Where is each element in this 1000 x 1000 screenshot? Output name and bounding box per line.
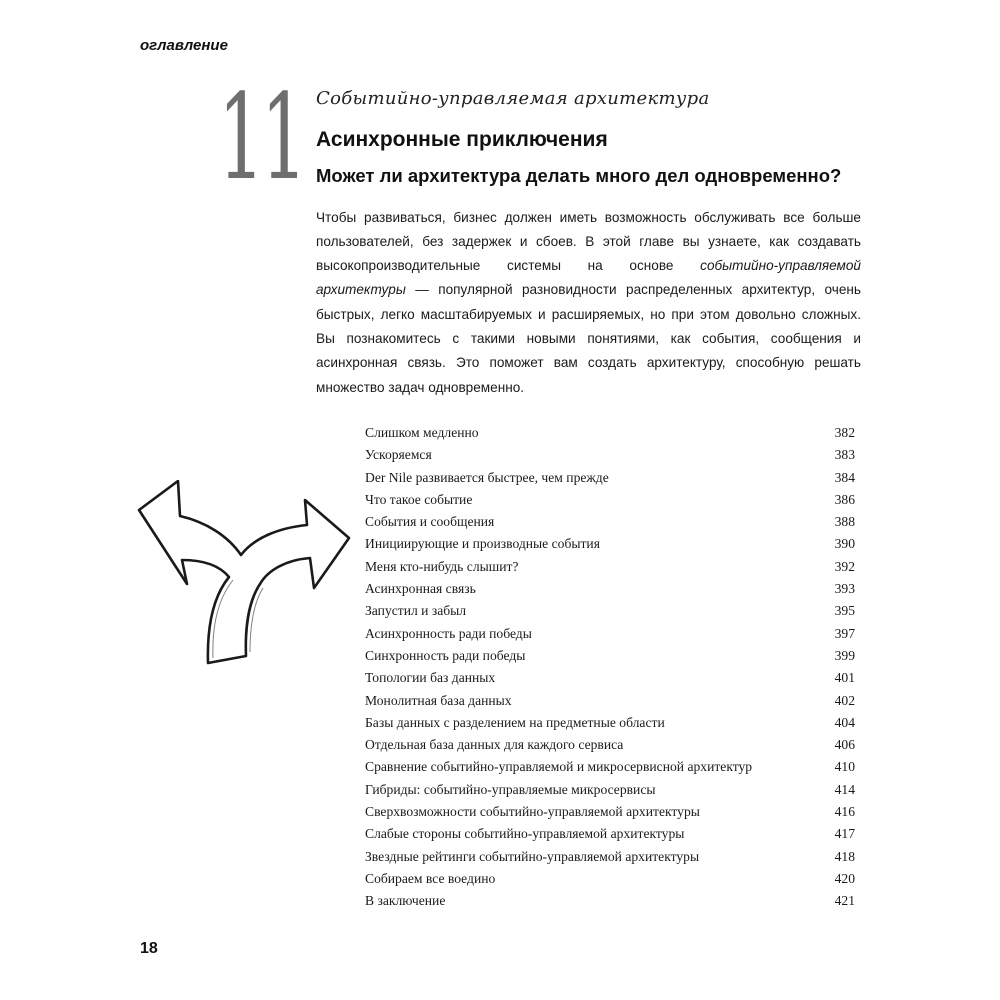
toc-entry[interactable] bbox=[365, 579, 855, 601]
toc-entry-page: 392 bbox=[834, 558, 855, 574]
toc-entry-title: Слабые стороны событийно-управляемой архитектуры bbox=[365, 826, 685, 842]
toc-entry-page: 416 bbox=[834, 804, 855, 820]
toc-entry[interactable] bbox=[365, 847, 855, 869]
toc-entry[interactable] bbox=[365, 713, 855, 735]
toc-entry-title: Синхронность ради победы bbox=[365, 647, 526, 663]
toc-entry-page: 397 bbox=[834, 625, 855, 641]
toc-entry-title: В заключение bbox=[365, 893, 446, 909]
toc-entry-page: 384 bbox=[834, 469, 855, 485]
toc-entry-page: 401 bbox=[834, 670, 855, 686]
toc-entry-title: Асинхронность ради победы bbox=[365, 625, 532, 641]
toc-entry-title: Слишком медленно bbox=[365, 425, 479, 440]
toc-entry-title: Гибриды: событийно-управляемые микросервисы bbox=[365, 781, 656, 797]
toc-entry[interactable] bbox=[365, 534, 855, 556]
toc-entry-page: 414 bbox=[834, 781, 855, 797]
toc-entry[interactable] bbox=[365, 557, 855, 579]
toc-entry[interactable] bbox=[365, 780, 855, 802]
toc-entry-title: События и сообщения bbox=[365, 514, 495, 530]
page-number: 18 bbox=[140, 940, 158, 957]
toc-entry-title: Меня кто-нибудь слышит? bbox=[365, 558, 519, 574]
forked-arrow-icon bbox=[134, 480, 354, 670]
toc-entry-title: Собираем все воедино bbox=[365, 870, 496, 886]
toc-entry[interactable] bbox=[365, 891, 855, 913]
toc-entry-title: Сверхвозможности событийно-управляемой архитектуры bbox=[365, 804, 700, 820]
intro-text-start: Чтобы развиваться, бизнес должен иметь возможность обслуживать все больше пользователей, без задержек и сбоев. В этой главе вы узнаете, как создавать высокопроизводительные системы на основе bbox=[316, 209, 861, 274]
table-of-contents bbox=[365, 423, 855, 914]
toc-entry[interactable] bbox=[365, 824, 855, 846]
toc-entry-title: Der Nile развивается быстрее, чем прежде bbox=[365, 469, 609, 485]
toc-entry-page: 383 bbox=[834, 447, 855, 463]
chapter-subtitle: Событийно-управляемая архитектура bbox=[316, 88, 710, 109]
toc-entry-title: Топологии баз данных bbox=[365, 670, 496, 686]
toc-entry-title: Асинхронная связь bbox=[365, 581, 476, 597]
toc-entry-title: Базы данных с разделением на предметные области bbox=[365, 714, 665, 730]
chapter-title: Асинхронные приключения bbox=[316, 128, 608, 151]
toc-entry[interactable] bbox=[365, 624, 855, 646]
intro-emphasis: событийно-управляемой архитектуры bbox=[316, 258, 861, 298]
toc-entry[interactable] bbox=[365, 601, 855, 623]
toc-entry-title: Что такое событие bbox=[365, 491, 473, 507]
toc-entry-page: 404 bbox=[834, 714, 855, 730]
toc-entry[interactable] bbox=[365, 512, 855, 534]
toc-entry-title: Ускоряемся bbox=[365, 447, 432, 463]
intro-text-end: — популярной разновидности распределенных архитектур, очень быстрых, легко масштабируемых и расширяемых, но при этом довольно сложных. Вы познакомитесь с такими новыми понятиями, как события, сообщения и асинхронная связь. Это поможет вам создать архитектуру, способную решать множество задач одновременно. bbox=[316, 282, 861, 395]
toc-entry[interactable] bbox=[365, 490, 855, 512]
toc-entry-page: 393 bbox=[834, 581, 855, 597]
toc-entry[interactable] bbox=[365, 468, 855, 490]
toc-entry-title: Запустил и забыл bbox=[365, 603, 467, 619]
toc-entry-page: 410 bbox=[834, 759, 855, 775]
toc-entry[interactable] bbox=[365, 802, 855, 824]
toc-entry-page: 420 bbox=[834, 870, 855, 886]
toc-entry[interactable] bbox=[365, 869, 855, 891]
toc-entry-title: Монолитная база данных bbox=[365, 692, 512, 708]
chapter-question: Может ли архитектура делать много дел одновременно? bbox=[316, 165, 842, 186]
toc-entry-title: Звездные рейтинги событийно-управляемой архитектуры bbox=[365, 848, 700, 864]
toc-entry-page: 395 bbox=[834, 603, 855, 619]
toc-entry-title: Инициирующие и производные события bbox=[365, 536, 600, 552]
chapter-number: 11 bbox=[218, 68, 304, 206]
toc-entry-page: 386 bbox=[834, 491, 855, 507]
toc-entry-title: Отдельная база данных для каждого сервиса bbox=[365, 737, 624, 753]
toc-entry[interactable] bbox=[365, 423, 855, 445]
toc-entry-page: 382 bbox=[834, 425, 855, 440]
chapter-intro bbox=[316, 206, 861, 400]
toc-entry-page: 417 bbox=[834, 826, 855, 842]
toc-entry[interactable] bbox=[365, 757, 855, 779]
toc-entry[interactable] bbox=[365, 691, 855, 713]
section-label: оглавление bbox=[140, 37, 228, 54]
toc-entry-page: 421 bbox=[834, 893, 855, 909]
toc-entry[interactable] bbox=[365, 646, 855, 668]
toc-entry-page: 390 bbox=[834, 536, 855, 552]
toc-entry-page: 388 bbox=[834, 514, 855, 530]
toc-entry[interactable] bbox=[365, 445, 855, 467]
toc-entry-page: 406 bbox=[834, 737, 855, 753]
toc-entry-page: 418 bbox=[834, 848, 855, 864]
toc-entry[interactable] bbox=[365, 735, 855, 757]
toc-entry-title: Сравнение событийно-управляемой и микросервисной архитектур bbox=[365, 759, 753, 775]
toc-entry-page: 399 bbox=[834, 647, 855, 663]
toc-entry-page: 402 bbox=[834, 692, 855, 708]
toc-entry[interactable] bbox=[365, 668, 855, 690]
